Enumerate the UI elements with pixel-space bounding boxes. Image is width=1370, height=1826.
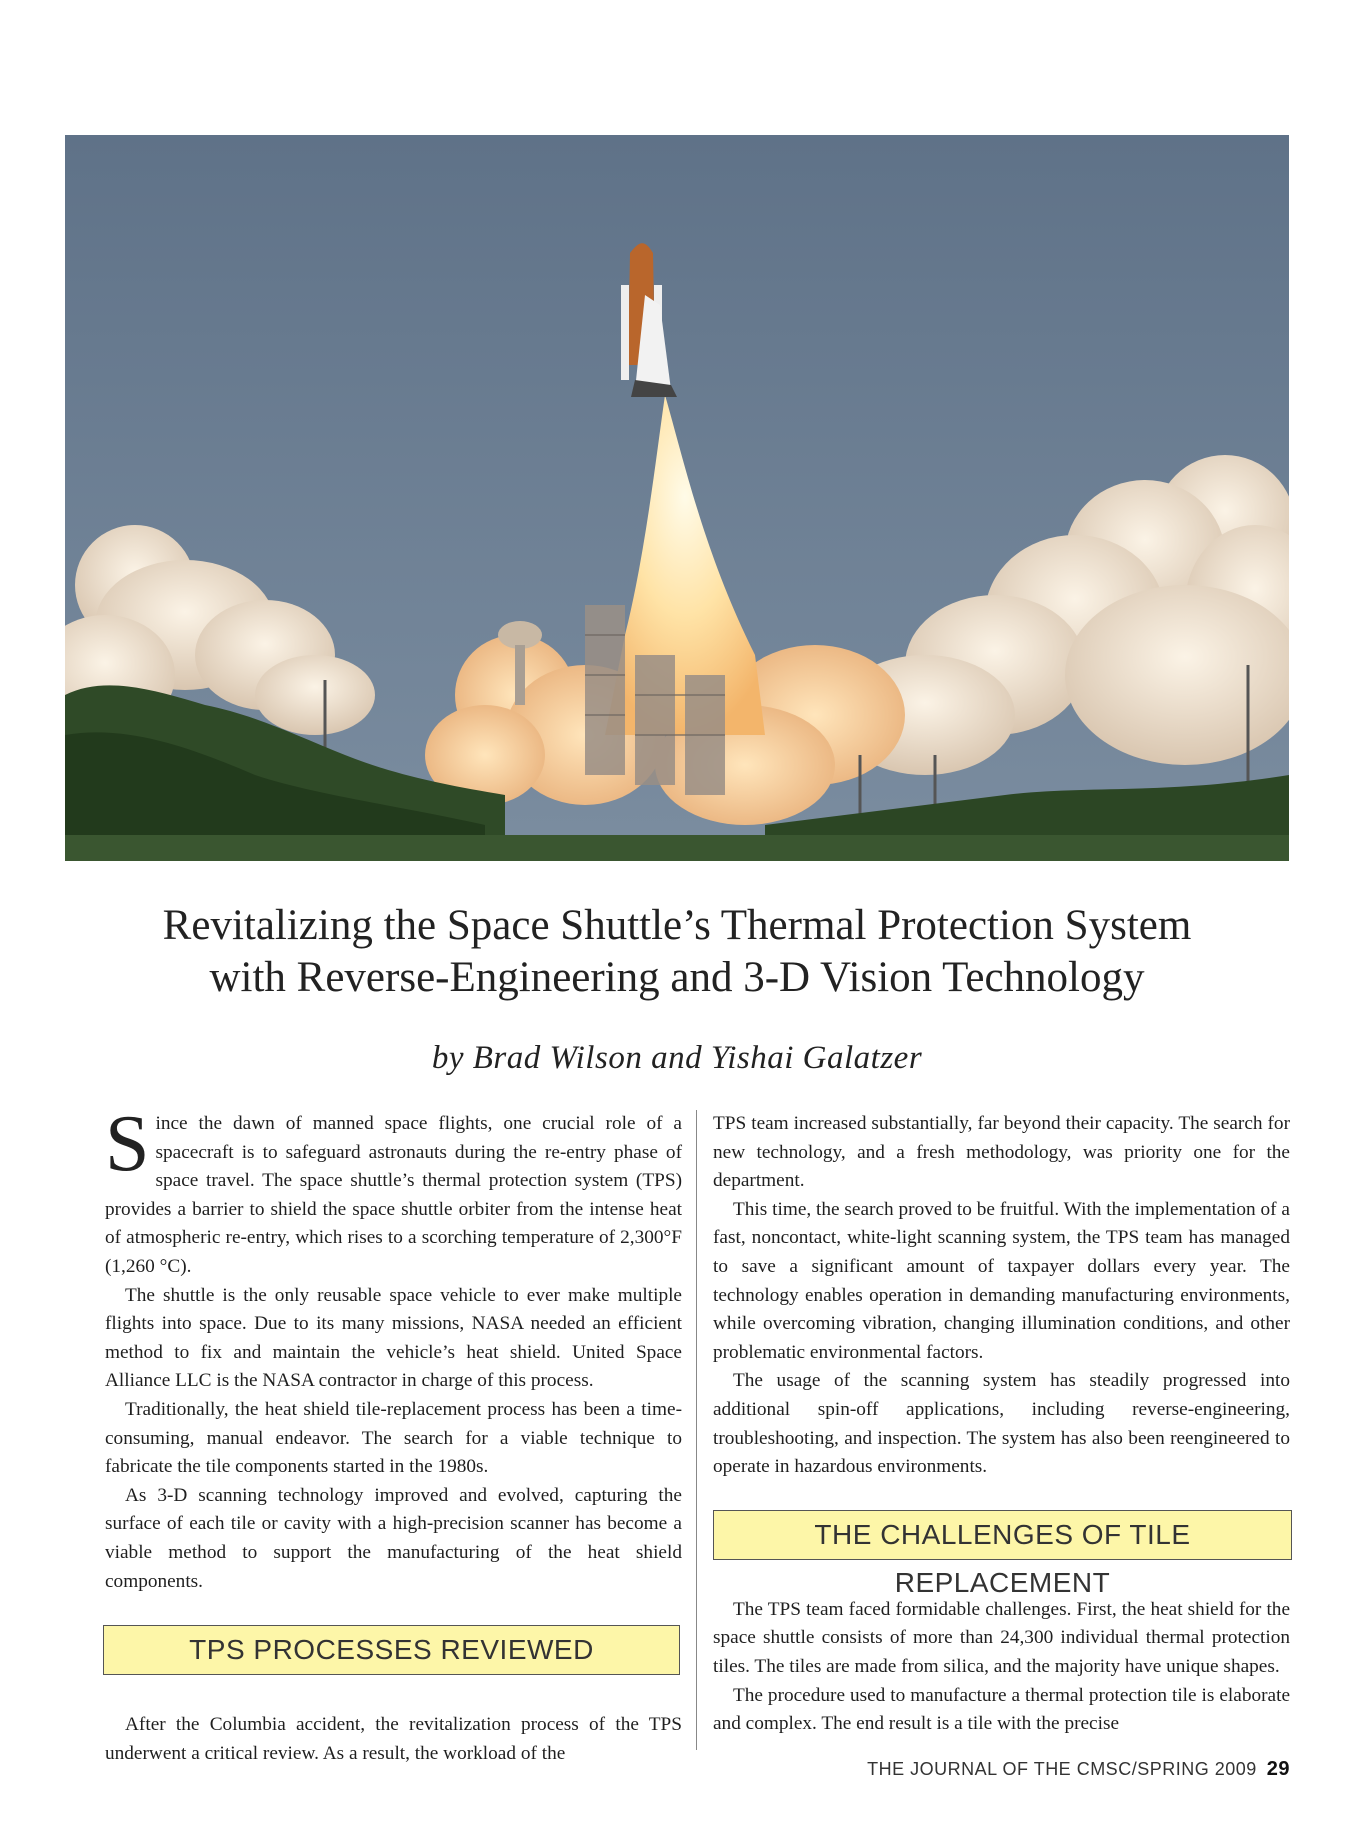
- article-byline: by Brad Wilson and Yishai Galatzer: [431, 1040, 923, 1076]
- right-paragraph-1: TPS team increased substantially, far beyond their capacity. The search for new technology, and a fresh methodology, was priority one for the department.: [713, 1113, 1290, 1192]
- footer-journal-name: THE JOURNAL OF THE CMSC/SPRING 2009: [867, 1759, 1257, 1779]
- left-paragraph-3: Traditionally, the heat shield tile-replacement process has been a time-consuming, manual endeavor. The search for a viable technique to fabricate the tile components started in the 1980s.: [105, 1398, 682, 1478]
- article-title-line1: Revitalizing the Space Shuttle’s Thermal Protection System: [162, 902, 1192, 949]
- left-paragraph-1: [105, 1100, 682, 1282]
- page-number: 29: [1266, 1758, 1290, 1780]
- right-column: [713, 1110, 1290, 1740]
- article-title: [65, 900, 1289, 1004]
- left-paragraph-5: After the Columbia accident, the revitalization process of the TPS underwent a critical review. As a result, the workload of the: [105, 1714, 682, 1764]
- right-paragraph-2: This time, the search proved to be fruitful. With the implementation of a fast, noncontact, white-light scanning system, the TPS team has managed to save a significant amount of taxpayer dollars every year. The technology enables operation in demanding manufacturing environments, while overcoming vibration, changing illumination conditions, and other problematic environmental factors.: [713, 1198, 1290, 1363]
- column-divider: [696, 1110, 697, 1750]
- shuttle-launch-photo: [65, 135, 1289, 861]
- right-paragraph-4: The TPS team faced formidable challenges. First, the heat shield for the space shuttle consists of more than 24,300 individual thermal protection tiles. The tiles are made from silica, and the majority have unique shapes.: [713, 1598, 1290, 1677]
- article-title-line2: with Reverse-Engineering and 3-D Vision Technology: [209, 954, 1145, 1001]
- page-footer: [867, 1758, 1290, 1781]
- section-heading-tps-processes: TPS PROCESSES REVIEWED: [103, 1625, 680, 1675]
- shuttle-launch-illustration: [65, 135, 1289, 861]
- left-column: [105, 1100, 682, 1764]
- drop-cap: S: [105, 1100, 150, 1188]
- section-heading-tile-replacement: THE CHALLENGES OF TILE REPLACEMENT: [713, 1510, 1292, 1560]
- left-paragraph-2: The shuttle is the only reusable space vehicle to ever make multiple flights into space. Due to its many missions, NASA needed an efficient method to fix and maintain the vehicle’s heat shield. United Space Alliance LLC is the NASA contractor in charge of this process.: [105, 1284, 682, 1392]
- right-paragraph-5: The procedure used to manufacture a thermal protection tile is elaborate and complex. The end result is a tile with the precise: [713, 1684, 1290, 1735]
- left-paragraph-4: As 3-D scanning technology improved and evolved, capturing the surface of each tile or cavity with a high-precision scanner has become a viable method to support the manufacturing of the heat shield components.: [105, 1484, 682, 1592]
- left-paragraph-1-text: ince the dawn of manned space flights, one crucial role of a spacecraft is to safeguard astronauts during the re-entry phase of space travel. The space shuttle’s thermal protection system (TPS) provides a barrier to shield the space shuttle orbiter from the intense heat of atmospheric re-entry, which rises to a scorching temperature of 2,300°F (1,260 °C).: [105, 1113, 682, 1277]
- right-paragraph-3: The usage of the scanning system has steadily progressed into additional spin-off applications, including reverse-engineering, troubleshooting, and inspection. The system has also been reengineered to operate in hazardous environments.: [713, 1370, 1290, 1478]
